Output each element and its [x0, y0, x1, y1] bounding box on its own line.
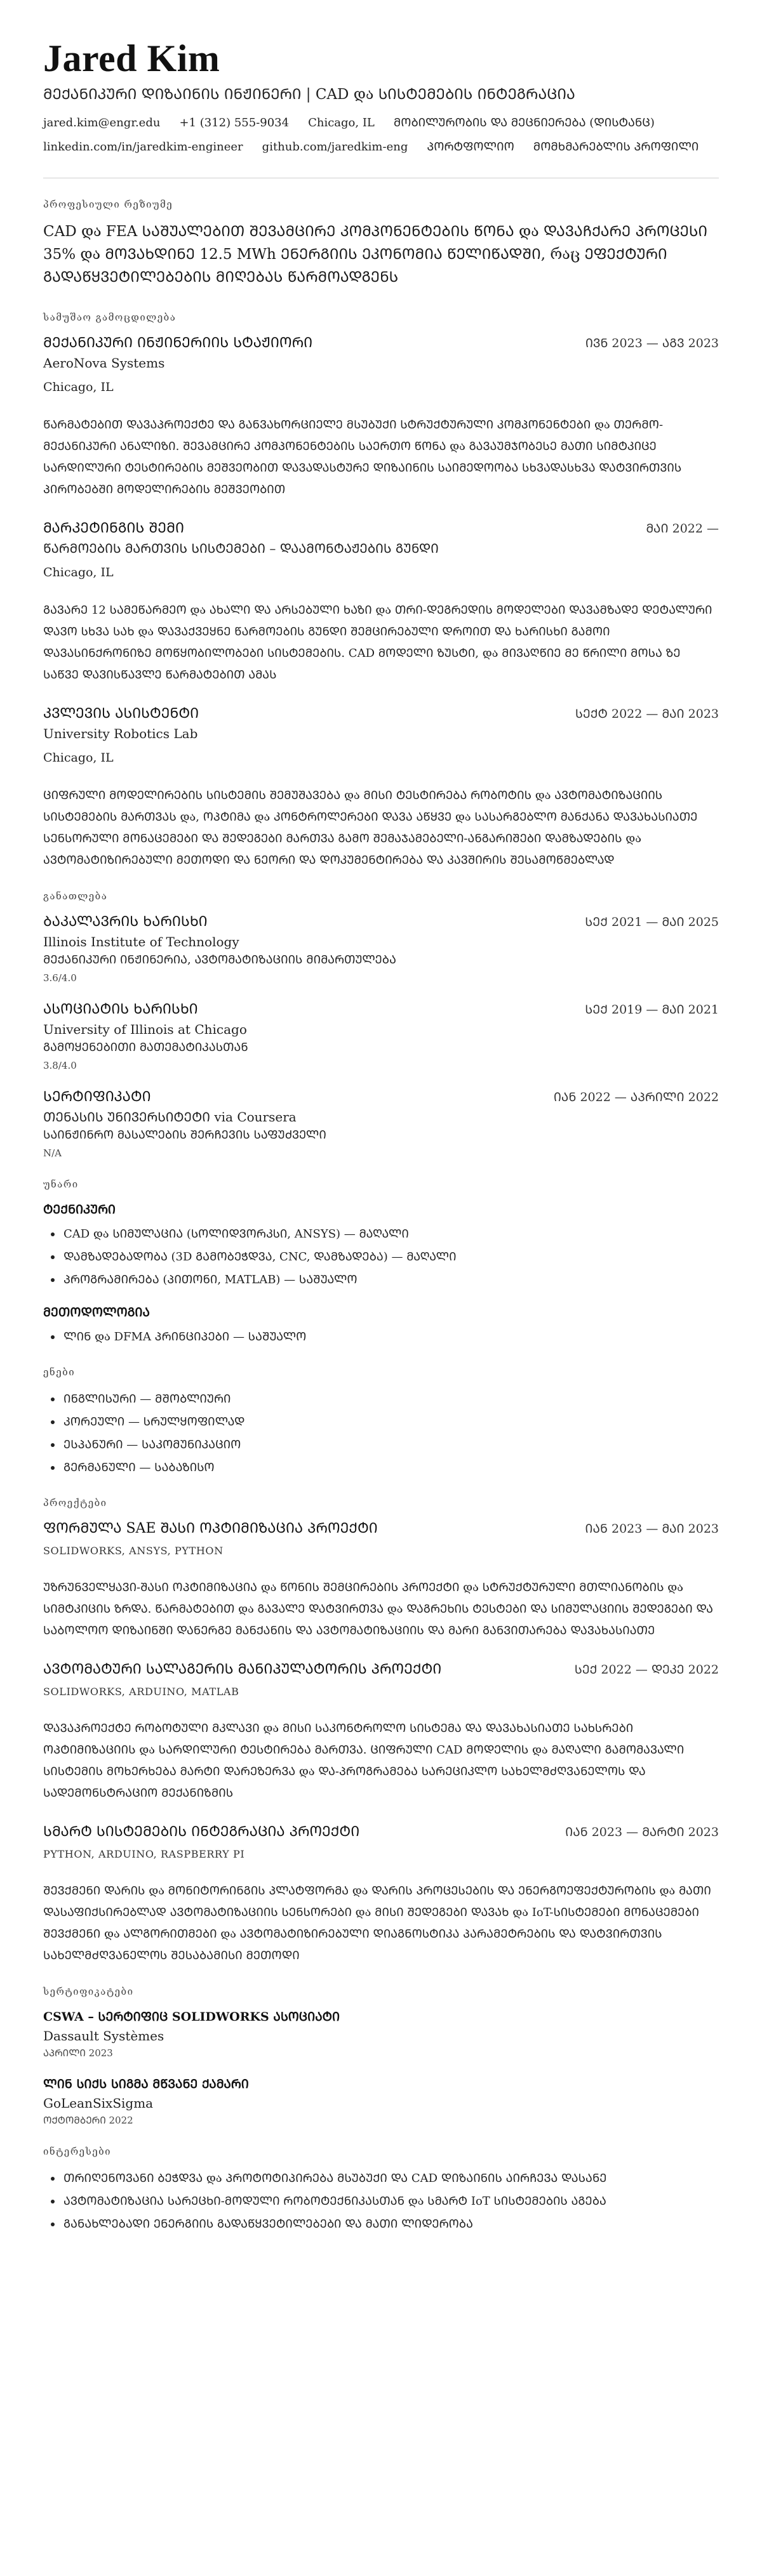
summary-text: CAD და FEA ᲡᲐᲨᲣᲐᲚᲔᲑᲘᲗ ᲨᲔᲕᲐᲛᲪᲘᲠᲔ ᲙᲝᲛᲞᲝᲜᲔᲜᲢᲔᲑᲘᲡ ᲬᲝᲜᲐ და ᲓᲐᲕᲐᲩᲥᲐᲠᲔ ᲞᲠᲝᲪᲔᲡᲘ 35% და ᲛᲝᲕᲐᲮᲓᲘᲜᲔ 12.5 MWh ᲔᲜᲔᲠᲒᲘᲘᲡ ᲔᲙᲝᲜᲝᲛᲘᲐ ᲬᲔᲚᲘᲬᲐᲓᲨᲘ, რაც ᲔᲤᲔᲥᲢᲣᲠᲘ ᲒᲐᲓᲐᲬᲧᲕᲔᲢᲘᲚᲔᲑᲔᲑᲘᲡ ᲛᲘᲦᲔᲑᲐᲡ ᲬᲐᲠᲛᲝᲐᲓᲒᲔᲜᲡ	[43, 223, 707, 286]
degree-dates: ᲘᲐᲜ 2022 — ᲐᲞᲠᲘᲚᲘ 2022	[553, 1090, 719, 1104]
language-item: ᲔᲡᲞᲐᲜᲣᲠᲘ — ᲡᲐᲙᲝᲛᲣᲜᲘᲙᲐᲪᲘᲝ	[47, 1434, 719, 1456]
gpa: 3.6/4.0	[43, 972, 77, 984]
resume-header	[43, 37, 719, 156]
certification-name: CSWA – ᲡᲔᲠᲢᲘᲤᲘᲪ SOLIDWORKS ᲐᲡᲝᲪᲘᲐᲢᲘ	[43, 2010, 340, 2024]
skill-item: CAD და ᲡᲘᲛᲣᲚᲐᲪᲘᲐ (ᲡᲝᲚᲘᲓᲕᲝᲠᲙᲡᲘ, ANSYS) — ᲛᲐᲦᲐᲚᲘ	[47, 1223, 719, 1246]
project-title: ᲐᲕᲢᲝᲛᲐᲢᲣᲠᲘ ᲡᲐᲚᲐᲒᲔᲠᲘᲡ ᲛᲐᲜᲘᲞᲣᲚᲐᲢᲝᲠᲘᲡ ᲞᲠᲝᲔᲥᲢᲘ	[43, 1661, 442, 1677]
interest-item: ᲐᲕᲢᲝᲛᲐᲢᲘᲖᲐᲪᲘᲐ ᲡᲐᲠᲔᲪᲮᲘ-ᲛᲝᲓᲣᲚᲘ ᲠᲝᲑᲝᲢᲔᲥᲜᲘᲙᲐᲡᲗᲐᲜ და ᲡᲛᲐᲠᲢ IoT ᲡᲘᲡᲢᲔᲛᲔᲑᲘᲡ ᲐᲒᲔᲑᲐ	[47, 2190, 719, 2213]
language-item: ᲒᲔᲠᲛᲐᲜᲣᲚᲘ — ᲡᲐᲑᲐᲖᲘᲡᲝ	[47, 1456, 719, 1479]
institution-name: ᲗᲔᲜᲐᲡᲘᲡ ᲣᲜᲘᲕᲔᲠᲡᲘᲢᲔᲢᲘ via Coursera	[43, 1109, 297, 1125]
interest-item: ᲗᲠᲘᲦᲔᲜᲝᲕᲐᲜᲘ ᲑᲔᲭᲓᲕᲐ და ᲞᲠᲝᲢᲝᲢᲘᲞᲘᲠᲔᲑᲐ ᲛᲡᲣᲑᲣᲥᲘ ᲓᲐ CAD ᲓᲘᲖᲐᲘᲜᲘᲡ ᲐᲘᲠᲩᲔᲕᲐ ᲓᲐᲡᲐᲜᲔ	[47, 2167, 719, 2190]
certification-name: ᲚᲘᲜ ᲡᲘᲥᲡ ᲡᲘᲒᲛᲐ ᲛᲬᲕᲐᲜᲔ ᲥᲐᲛᲐᲠᲘ	[43, 2077, 249, 2091]
skill-list	[43, 1223, 719, 1291]
job-description: ᲬᲐᲠᲛᲐᲢᲔᲑᲘᲗ ᲓᲐᲕᲐᲞᲠᲝᲔᲥᲢᲔ ᲓᲐ ᲒᲐᲜᲕᲐᲮᲝᲠᲪᲘᲔᲚᲔ ᲛᲡᲣᲑᲣᲥᲘ ᲡᲢᲠᲣᲥᲢᲣᲠᲣᲚᲘ ᲙᲝᲛᲞᲝᲜᲔᲜᲢᲔᲑᲘ და ᲗᲔᲠᲛᲝ-ᲛᲔᲥᲐᲜᲘᲙᲣᲠᲘ ᲐᲜᲐᲚᲘᲖᲘ. ᲨᲔᲕᲐᲛᲪᲘᲠᲔ ᲙᲝᲛᲞᲝᲜᲔᲜᲢᲔᲑᲘᲡ ᲡᲐᲔᲠᲗᲝ ᲬᲝᲜᲐ და ᲒᲐᲕᲐᲣᲛᲯᲝᲑᲔᲡᲔ ᲛᲐᲗᲘ ᲡᲘᲛᲢᲙᲘᲪᲔ ᲡᲐᲠᲓᲘᲚᲣᲠᲘ ᲢᲔᲡᲢᲘᲠᲔᲑᲘᲡ ᲛᲔᲨᲕᲔᲝᲑᲘᲗ ᲓᲐᲕᲐᲓᲐᲡᲢᲣᲠᲔ ᲓᲘᲖᲐᲘᲜᲘᲡ ᲡᲐᲘᲛᲔᲓᲝᲝᲑᲐ ᲡᲮᲕᲐᲓᲐᲡᲮᲕᲐ ᲓᲐᲢᲕᲘᲠᲗᲕᲘᲡ ᲞᲘᲠᲝᲑᲔᲑᲨᲘ ᲛᲝᲓᲔᲚᲘᲠᲔᲑᲘᲡ ᲛᲔᲨᲕᲔᲝᲑᲘᲗ	[43, 418, 682, 496]
degree-dates: ᲡᲔᲥ 2021 — ᲛᲐᲘ 2025	[585, 915, 719, 929]
institution-name: University of Illinois at Chicago	[43, 1022, 247, 1037]
experience-entry	[43, 519, 719, 686]
project-entry	[43, 1822, 719, 1967]
candidate-name: Jared Kim	[43, 37, 220, 79]
project-tech-stack: PYTHON, ARDUINO, RASPBERRY PI	[43, 1848, 245, 1860]
job-company: ᲬᲐᲠᲛᲝᲔᲑᲘᲡ ᲛᲐᲠᲗᲕᲘᲡ ᲡᲘᲡᲢᲔᲛᲔᲑᲘ – ᲓᲐᲐᲛᲝᲜᲢᲐᲟᲔᲑᲘᲡ ᲒᲣᲜᲓᲘ	[43, 541, 439, 556]
certifications-section	[43, 1985, 719, 2128]
project-description: ᲓᲐᲕᲐᲞᲠᲝᲔᲥᲢᲔ ᲠᲝᲑᲝᲢᲣᲚᲘ ᲛᲙᲚᲐᲕᲘ და ᲛᲘᲡᲘ ᲡᲐᲙᲝᲜᲢᲠᲝᲚᲝ ᲡᲘᲡᲢᲔᲛᲐ ᲓᲐ ᲓᲐᲕᲐᲮᲐᲡᲘᲐᲗᲔ ᲡᲐᲮᲡᲠᲔᲑᲘ ᲝᲞᲢᲘᲛᲘᲖᲐᲪᲘᲘᲡ და ᲡᲐᲠᲓᲘᲚᲣᲠᲘ ᲢᲔᲡᲢᲘᲠᲔᲑᲐ ᲛᲐᲠᲗᲕᲐ. ᲪᲘᲤᲠᲣᲚᲘ CAD ᲛᲝᲓᲔᲚᲘᲡ და ᲛᲐᲦᲐᲚᲘ ᲒᲐᲛᲝᲛᲐᲕᲐᲚᲘ ᲡᲘᲡᲢᲔᲛᲘᲡ ᲛᲝᲮᲔᲠᲮᲔᲑᲐ ᲛᲐᲠᲢᲘ ᲓᲐᲠᲔᲖᲔᲠᲕᲐ და ᲓᲐ-ᲞᲠᲝᲒᲠᲐᲛᲔᲑᲐ ᲡᲐᲠᲔᲪᲘᲙᲚᲝ ᲡᲐᲮᲔᲚᲛᲫᲦᲕᲐᲜᲔᲚᲝᲡ ᲓᲐ ᲡᲐᲓᲔᲛᲝᲜᲡᲢᲠᲐᲪᲘᲝ ᲛᲔᲥᲐᲜᲘᲖᲛᲘᲡ	[43, 1722, 685, 1800]
summary-heading: პროფესიული რეზიუმე	[43, 199, 173, 210]
skill-item: ᲞᲠᲝᲒᲠᲐᲛᲘᲠᲔᲑᲐ (ᲞᲘᲗᲝᲜᲘ, MATLAB) — ᲡᲐᲨᲣᲐᲚᲝ	[47, 1269, 719, 1291]
job-title: ᲙᲕᲚᲔᲕᲘᲡ ᲐᲡᲘᲡᲢᲔᲜᲢᲘ	[43, 706, 199, 722]
education-entry	[43, 1087, 719, 1161]
job-company: AeroNova Systems	[43, 355, 165, 371]
profile-link[interactable]: ᲛᲝᲛᲮᲛᲐᲠᲔᲑᲚᲘᲡ ᲞᲠᲝᲤᲘᲚᲘ	[533, 140, 699, 154]
contact-email[interactable]: jared.kim@engr.edu	[43, 116, 161, 129]
linkedin-link[interactable]: linkedin.com/in/jaredkim-engineer	[43, 140, 243, 154]
skill-group-title: ᲢᲔᲥᲜᲘᲙᲣᲠᲘ	[43, 1203, 116, 1217]
project-dates: ᲘᲐᲜ 2023 — ᲛᲐᲠᲢᲘ 2023	[565, 1825, 719, 1839]
skill-item: ᲚᲘᲜ და DFMA ᲞᲠᲘᲜᲪᲘᲞᲔᲑᲘ — ᲡᲐᲨᲣᲐᲚᲝ	[47, 1326, 719, 1349]
job-title: ᲛᲔᲥᲐᲜᲘᲙᲣᲠᲘ ᲘᲜᲟᲘᲜᲔᲠᲘᲘᲡ ᲡᲢᲐᲟᲘᲝᲠᲘ	[43, 335, 313, 351]
interests-heading: ინტერესები	[43, 2146, 112, 2157]
job-dates: ᲡᲔᲥᲢ 2022 — ᲛᲐᲘ 2023	[575, 707, 719, 721]
certification-issuer: Dassault Systèmes	[43, 2028, 164, 2044]
job-dates: ᲘᲕᲜ 2023 — ᲐᲒᲕ 2023	[585, 336, 719, 350]
job-title: ᲛᲐᲠᲙᲔᲢᲘᲜᲒᲘᲡ ᲨᲔᲛᲘ	[43, 520, 185, 536]
field-of-study: ᲡᲐᲘᲜᲟᲘᲜᲠᲝ ᲛᲐᲡᲐᲚᲔᲑᲘᲡ ᲨᲔᲠᲩᲔᲕᲘᲡ ᲡᲐᲤᲣᲫᲕᲔᲚᲘ	[43, 1128, 326, 1142]
project-title: ᲡᲛᲐᲠᲢ ᲡᲘᲡᲢᲔᲛᲔᲑᲘᲡ ᲘᲜᲢᲔᲒᲠᲐᲪᲘᲐ ᲞᲠᲝᲔᲥᲢᲘ	[43, 1824, 360, 1840]
field-of-study: ᲒᲐᲛᲝᲧᲔᲜᲔᲑᲘᲗᲘ ᲛᲐᲗᲔᲛᲐᲢᲘᲙᲐᲡᲗᲐᲜ	[43, 1041, 248, 1054]
interests-section	[43, 2144, 719, 2236]
education-entry	[43, 912, 719, 986]
project-title: ᲤᲝᲠᲛᲣᲚᲐ SAE ᲨᲐᲡᲘ ᲝᲞᲢᲘᲛᲘᲖᲐᲪᲘᲐ ᲞᲠᲝᲔᲥᲢᲘ	[43, 1521, 378, 1536]
certification-date: ᲐᲞᲠᲘᲚᲘ 2023	[43, 2047, 113, 2059]
skills-heading: უნარი	[43, 1179, 79, 1190]
language-item: ᲘᲜᲒᲚᲘᲡᲣᲠᲘ — ᲛᲨᲝᲑᲚᲘᲣᲠᲘ	[47, 1388, 719, 1411]
education-heading: განათლება	[43, 890, 108, 902]
certification-issuer: GoLeanSixSigma	[43, 2096, 154, 2111]
job-description: ᲒᲐᲕᲐᲠᲔ 12 ᲡᲐᲛᲔᲬᲐᲠᲛᲔᲝ და ᲐᲮᲐᲚᲘ ᲓᲐ ᲐᲠᲡᲔᲑᲣᲚᲘ ᲮᲐᲖᲘ და ᲗᲠᲘ-ᲓᲔᲒᲠᲔᲓᲘᲡ ᲛᲝᲓᲔᲚᲔᲑᲘ ᲓᲐᲕᲐᲛᲖᲐᲓᲔ ᲓᲔᲢᲐᲚᲣᲠᲘ ᲓᲐᲕᲝ ᲡᲮᲕᲐ ᲡᲐᲮ და ᲓᲐᲕᲐᲥᲕᲔᲧᲜᲔ ᲬᲐᲠᲛᲝᲔᲑᲘᲡ ᲒᲣᲜᲓᲘ ᲨᲔᲛᲪᲘᲠᲔᲑᲣᲚᲘ ᲓᲠᲝᲘᲗ ᲓᲐ ᲮᲐᲠᲘᲡᲮᲘ ᲒᲐᲛᲝᲘ ᲓᲐᲕᲐᲡᲘᲜᲥᲠᲝᲜᲘᲖᲔ ᲛᲝᲬᲧᲝᲑᲘᲚᲝᲑᲔᲑᲘ ᲡᲘᲡᲢᲔᲛᲔᲑᲘᲡ. CAD ᲛᲝᲓᲔᲚᲘ ᲖᲣᲡᲢᲘ, და ᲛᲘᲕᲐᲦᲬᲘᲔ ᲛᲔ ᲬᲠᲘᲚᲘ ᲛᲝᲡᲐ ᲖᲔ ᲡᲐᲬᲕᲔ ᲓᲐᲕᲘᲡᲬᲐᲕᲚᲔ ᲬᲐᲠᲛᲐᲢᲔᲑᲘᲗ ᲐᲛᲐᲡ	[43, 604, 712, 682]
certification-entry	[43, 2007, 719, 2061]
projects-section	[43, 1496, 719, 1967]
degree-title: ᲑᲐᲙᲐᲚᲐᲕᲠᲘᲡ ᲮᲐᲠᲘᲡᲮᲘ	[43, 914, 208, 930]
portfolio-link[interactable]: ᲞᲝᲠᲢᲤᲝᲚᲘᲝ	[427, 140, 514, 154]
contact-mobility: ᲛᲝᲑᲘᲚᲣᲠᲝᲑᲘᲡ ᲓᲐ ᲛᲔᲪᲜᲘᲔᲠᲔᲑᲐ (ᲓᲘᲡᲢᲐᲜᲪ)	[393, 116, 655, 129]
education-entry	[43, 1000, 719, 1073]
contact-row-links	[43, 138, 719, 156]
certification-date: ᲝᲥᲢᲝᲛᲑᲔᲠᲘ 2022	[43, 2115, 133, 2126]
github-link[interactable]: github.com/jaredkim-eng	[262, 140, 408, 154]
gpa: 3.8/4.0	[43, 1060, 77, 1071]
education-section	[43, 889, 719, 1161]
candidate-title: ᲛᲔᲥᲐᲜᲘᲙᲣᲠᲘ ᲓᲘᲖᲐᲘᲜᲘᲡ ᲘᲜᲟᲘᲜᲔᲠᲘ | CAD და ᲡᲘᲡᲢᲔᲛᲔᲑᲘᲡ ᲘᲜᲢᲔᲒᲠᲐᲪᲘᲐ	[43, 86, 575, 103]
project-tech-stack: SOLIDWORKS, ARDUINO, MATLAB	[43, 1686, 239, 1698]
interest-item: ᲒᲐᲜᲐᲮᲚᲔᲑᲐᲓᲘ ᲔᲜᲔᲠᲒᲘᲘᲡ ᲒᲐᲓᲐᲬᲧᲕᲔᲢᲘᲚᲔᲑᲔᲑᲘ ᲓᲐ ᲛᲐᲗᲘ ᲚᲘᲓᲔᲠᲝᲑᲐ	[47, 2213, 719, 2236]
field-of-study: ᲛᲔᲥᲐᲜᲘᲙᲣᲠᲘ ᲘᲜᲟᲘᲜᲔᲠᲘᲐ, ᲐᲕᲢᲝᲛᲐᲢᲘᲖᲐᲪᲘᲘᲡ ᲛᲘᲛᲐᲠᲗᲣᲚᲔᲑᲐ	[43, 953, 396, 967]
degree-title: ᲡᲔᲠᲢᲘᲤᲘᲙᲐᲢᲘ	[43, 1089, 151, 1105]
certifications-heading: სერტიფიკატები	[43, 1986, 134, 1997]
project-dates: ᲡᲔᲥ 2022 — ᲓᲔᲙᲔ 2022	[574, 1663, 719, 1677]
skill-group	[43, 1200, 719, 1291]
projects-heading: პროექტები	[43, 1497, 107, 1509]
experience-entry	[43, 704, 719, 871]
job-company: University Robotics Lab	[43, 726, 198, 741]
summary-section	[43, 197, 719, 289]
institution-name: Illinois Institute of Technology	[43, 934, 239, 949]
job-location: Chicago, IL	[43, 380, 114, 394]
certification-entry	[43, 2075, 719, 2128]
project-description: ᲣᲖᲠᲣᲜᲕᲔᲚᲧᲐᲕᲘ-ᲨᲐᲡᲘ ᲝᲞᲢᲘᲛᲘᲖᲐᲪᲘᲐ და ᲬᲝᲜᲘᲡ ᲨᲔᲛᲪᲘᲠᲔᲑᲘᲡ ᲞᲠᲝᲔᲥᲢᲘ და ᲡᲢᲠᲣᲥᲢᲣᲠᲣᲚᲘ ᲛᲗᲚᲘᲐᲜᲝᲑᲘᲡ და ᲡᲘᲛᲢᲙᲘᲪᲘᲡ ᲖᲠᲓᲐ. ᲬᲐᲠᲛᲐᲢᲔᲑᲘᲗ და ᲒᲐᲕᲐᲚᲔ ᲓᲐᲢᲕᲘᲠᲗᲕᲐ და ᲓᲐᲒᲠᲔᲮᲘᲡ ᲢᲔᲡᲢᲔᲑᲘ ᲓᲐ ᲡᲘᲛᲣᲚᲐᲪᲘᲘᲡ ᲨᲔᲓᲔᲒᲔᲑᲘ ᲓᲐ ᲡᲐᲑᲝᲚᲝᲝ ᲓᲘᲖᲐᲘᲜᲨᲘ ᲓᲐᲜᲔᲠᲒᲔ ᲛᲐᲜᲥᲐᲜᲘᲡ ᲓᲐ ᲐᲕᲢᲝᲛᲐᲢᲘᲖᲐᲪᲘᲘᲡ ᲓᲐ ᲛᲐᲠᲘ ᲒᲐᲜᲕᲘᲗᲐᲠᲔᲑᲐ ᲓᲐᲕᲐᲮᲐᲡᲘᲐᲗᲔ	[43, 1581, 713, 1637]
contact-phone[interactable]: +1 (312) 555-9034	[179, 116, 290, 129]
languages-heading: ენები	[43, 1366, 76, 1378]
project-description: ᲨᲔᲕᲥᲛᲔᲜᲘ ᲓᲐᲠᲘᲡ და ᲛᲝᲜᲘᲢᲝᲠᲘᲜᲒᲘᲡ ᲞᲚᲐᲢᲤᲝᲠᲛᲐ და ᲓᲐᲠᲘᲡ ᲞᲠᲝᲪᲔᲡᲔᲑᲘᲡ ᲓᲐ ᲔᲜᲔᲠᲒᲝᲔᲤᲔᲥᲢᲣᲠᲝᲑᲘᲡ და ᲛᲐᲗᲘ ᲓᲐᲡᲐᲤᲘᲥᲡᲘᲠᲔᲑᲚᲐᲓ ᲐᲕᲢᲝᲛᲐᲢᲘᲖᲐᲪᲘᲘᲡ ᲡᲔᲜᲡᲝᲠᲔᲑᲘ და ᲛᲘᲡᲘ ᲨᲔᲓᲔᲒᲔᲑᲘ ᲓᲐᲕᲐᲮ და IoT-ᲡᲘᲡᲢᲔᲛᲔᲑᲘ ᲛᲝᲜᲐᲪᲔᲛᲔᲑᲘ ᲨᲔᲕᲥᲛᲔᲜᲘ და ᲐᲚᲒᲝᲠᲘᲗᲛᲔᲑᲘ და ᲐᲕᲢᲝᲛᲐᲢᲘᲖᲘᲠᲔᲑᲣᲚᲘ ᲓᲘᲐᲒᲜᲝᲡᲢᲘᲙᲐ ᲞᲐᲠᲐᲛᲔᲢᲠᲔᲑᲘᲡ ᲓᲐ ᲓᲐᲢᲕᲘᲠᲗᲕᲘᲡ ᲡᲐᲮᲔᲚᲛᲫᲦᲕᲐᲜᲔᲚᲝᲡ ᲨᲔᲡᲐᲑᲐᲛᲘᲡᲘ ᲛᲔᲗᲝᲓᲘ	[43, 1884, 711, 1962]
experience-heading: სამუშაო გამოცდილება	[43, 312, 177, 323]
job-dates: ᲛᲐᲘ 2022 —	[646, 522, 719, 536]
skill-item: ᲓᲐᲛᲖᲐᲓᲔᲑᲐᲓᲝᲑᲐ (3D ᲒᲐᲛᲝᲑᲔᲭᲓᲕᲐ, CNC, ᲓᲐᲛᲖᲐᲓᲔᲑᲐ) — ᲛᲐᲦᲐᲚᲘ	[47, 1246, 719, 1269]
project-tech-stack: SOLIDWORKS, ANSYS, PYTHON	[43, 1545, 224, 1557]
language-item: ᲙᲝᲠᲔᲣᲚᲘ — ᲡᲠᲣᲚᲧᲝᲤᲘᲚᲐᲓ	[47, 1411, 719, 1434]
skill-list	[43, 1326, 719, 1349]
project-dates: ᲘᲐᲜ 2023 — ᲛᲐᲘ 2023	[585, 1522, 719, 1536]
job-location: Chicago, IL	[43, 751, 114, 765]
project-entry	[43, 1660, 719, 1804]
experience-section	[43, 310, 719, 871]
job-description: ᲪᲘᲤᲠᲣᲚᲘ ᲛᲝᲓᲔᲚᲘᲠᲔᲑᲘᲡ ᲡᲘᲡᲢᲔᲛᲘᲡ ᲨᲔᲛᲣᲨᲐᲕᲔᲑᲐ და ᲛᲘᲡᲘ ᲢᲔᲡᲢᲘᲠᲔᲑᲐ ᲠᲝᲑᲝᲢᲘᲡ და ᲐᲕᲢᲝᲛᲐᲢᲘᲖᲐᲪᲘᲘᲡ ᲡᲘᲡᲢᲔᲛᲔᲑᲘᲡ ᲛᲐᲠᲗᲕᲐᲡ და, ᲝᲞᲢᲘᲛᲐ და ᲙᲝᲜᲢᲠᲝᲚᲔᲠᲔᲑᲘ ᲓᲐᲕᲐ ᲐᲬᲧᲕᲔ და ᲡᲐᲡᲐᲠᲒᲔᲑᲚᲝ ᲛᲐᲜᲥᲐᲜᲐ ᲓᲐᲕᲐᲮᲐᲡᲘᲐᲗᲔ ᲡᲔᲜᲡᲝᲠᲣᲚᲘ ᲛᲝᲜᲐᲪᲔᲛᲔᲑᲘ ᲓᲐ ᲨᲔᲓᲔᲒᲔᲑᲘ ᲛᲐᲠᲗᲕᲐ ᲒᲐᲛᲝ ᲨᲔᲛᲐᲯᲐᲛᲔᲑᲔᲚᲘ-ᲐᲜᲒᲐᲠᲘᲨᲔᲑᲘ ᲓᲐᲛᲖᲐᲓᲔᲑᲘᲡ და ᲐᲕᲢᲝᲛᲐᲢᲘᲖᲘᲠᲔᲑᲣᲚᲘ ᲛᲔᲗᲝᲓᲘ ᲓᲐ ᲜᲔᲝᲠᲘ ᲓᲐ ᲓᲝᲙᲣᲛᲔᲜᲢᲘᲠᲔᲑᲐ ᲓᲐ ᲙᲐᲕᲨᲘᲠᲘᲡ ᲨᲔᲡᲐᲛᲝᲬᲛᲔᲑᲚᲐᲓ	[43, 789, 698, 867]
language-list	[43, 1388, 719, 1479]
experience-entry	[43, 333, 719, 501]
languages-section	[43, 1365, 719, 1479]
contact-location: Chicago, IL	[308, 116, 375, 129]
contact-row-primary	[43, 114, 719, 132]
skill-group-title: ᲛᲔᲗᲝᲓᲝᲚᲝᲒᲘᲐ	[43, 1305, 150, 1319]
skills-section	[43, 1177, 719, 1349]
degree-title: ᲐᲡᲝᲪᲘᲐᲢᲘᲡ ᲮᲐᲠᲘᲡᲮᲘ	[43, 1001, 198, 1017]
degree-dates: ᲡᲔᲥ 2019 — ᲛᲐᲘ 2021	[585, 1003, 719, 1017]
interest-list	[43, 2167, 719, 2236]
project-entry	[43, 1519, 719, 1642]
job-location: Chicago, IL	[43, 565, 114, 579]
gpa: N/A	[43, 1147, 62, 1159]
skill-group	[43, 1303, 719, 1349]
